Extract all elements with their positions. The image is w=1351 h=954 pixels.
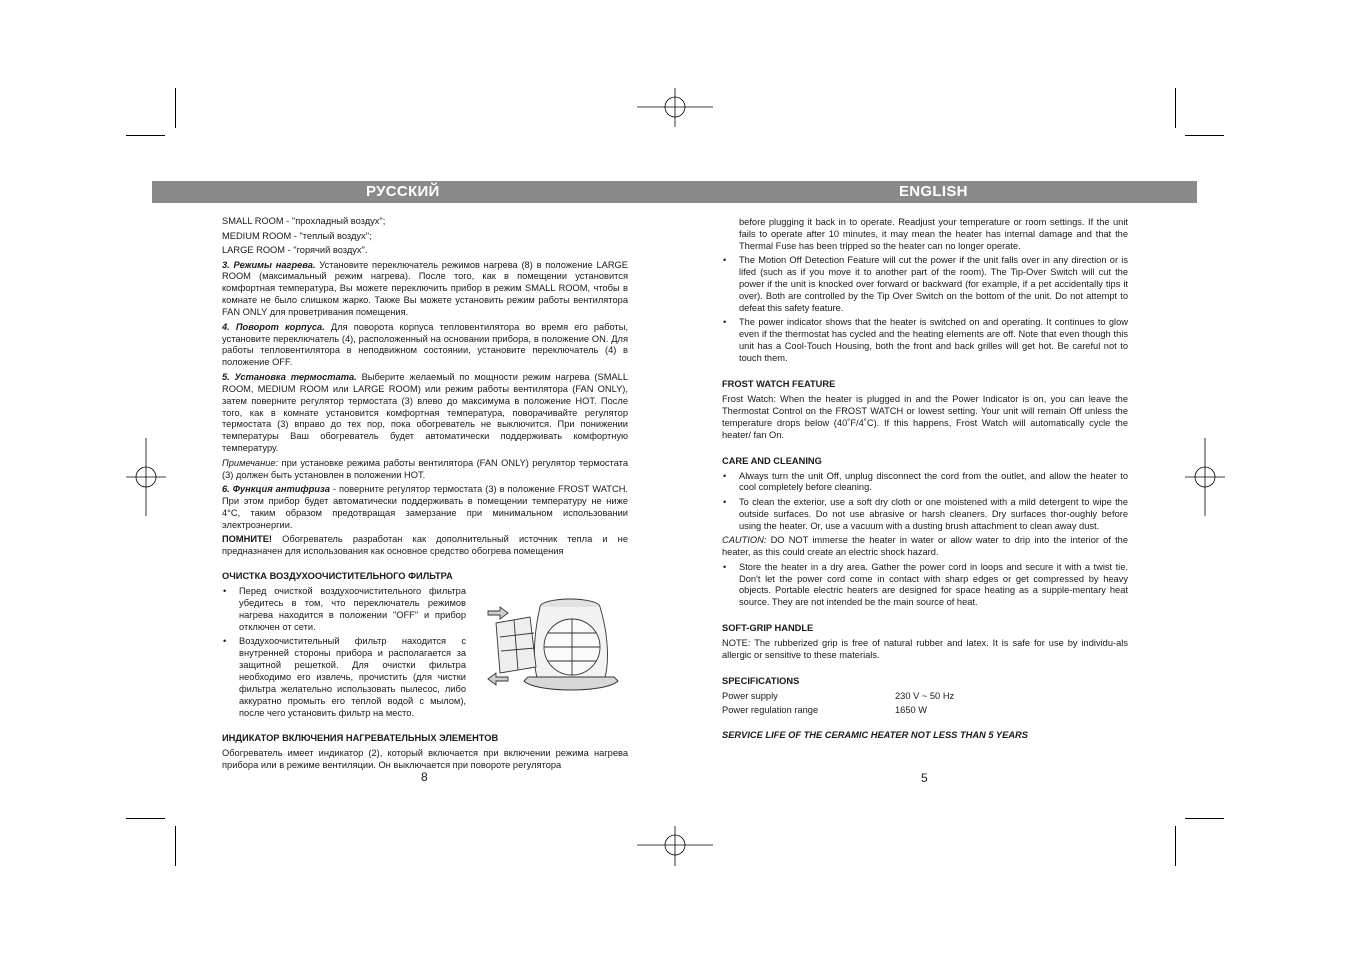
service-life-note: SERVICE LIFE OF THE CERAMIC HEATER NOT LESS THAN 5 YEARS: [722, 730, 1028, 741]
care-cleaning-title: CARE AND CLEANING: [722, 455, 822, 466]
frost-watch-paragraph: Frost Watch: When the heater is plugged in and the Power Indicator is on, you can leave the Thermostat Control on the FROST WATCH or lowest setting. Your unit will remain Off unless the temperature drops below (40˚F/4˚C). If this happens, Frost Watch will automatically cycle the heater/ fan On.: [722, 393, 1128, 440]
heating-modes-paragraph: 3. Режимы нагрева. Установите переключатель режимов нагрева (8) в положение LARGE ROOM (максимальный режим нагрева). После того, как в помещении установится комфортная температура, Вы можете переключить прибор в режим SMALL ROOM, чтобы в комнате не было слишком жарко. Также Вы можете установить режим работы вентилятора FAN ONLY для проветривания помещения.: [222, 259, 628, 318]
room-mode-medium: MEDIUM ROOM - "теплый воздух";: [222, 230, 372, 241]
heater-filter-illustration: [486, 593, 628, 703]
room-mode-large: LARGE ROOM - "горячий воздух".: [222, 245, 368, 255]
spec-row-power-range: Power regulation range 1650 W: [722, 705, 928, 716]
frost-watch-title: FROST WATCH FEATURE: [722, 379, 836, 390]
room-mode-small: SMALL ROOM - "прохладный воздух";: [222, 216, 386, 226]
rotation-paragraph: 4. Поворот корпуса. Для поворота корпуса тепловентилятора во время его работы, установите переключатель (4), расположенный на основании прибора, в положение ON. Для работы тепловентилятора в неподвижном состоянии, установите переключатель (4) в положение OFF.: [222, 321, 628, 368]
header-russian: РУССКИЙ: [366, 183, 440, 200]
filter-section-title: ОЧИСТКА ВОЗДУХООЧИСТИТЕЛЬНОГО ФИЛЬТРА: [222, 571, 453, 582]
filter-item: • Воздухоочистительный фильтр находится с внутренней стороны прибора и располагается за защитной решеткой. Для очистки фильтра необходимо его извлечь, прочистить (для чистки фильтра желательно использовать пылесос, либо аккуратно промыть его теплой водой с мылом), после чего установить фильтр на место.: [222, 636, 466, 719]
spec-row-power-supply: Power supply 230 V ~ 50 Hz: [722, 690, 955, 701]
header-english: ENGLISH: [899, 183, 968, 200]
storage-bullet: • Store the heater in a dry area. Gather the power cord in loops and secure it with a twist tie. Don't let the power cord come in contact with sharp edges or get compressed by heavy objects. Portable electric heaters are designed for space heating as a supple-mentary heat source. They are not intended be the main source of heat.: [722, 562, 1128, 610]
safety-bullet: • The Motion Off Detection Feature will cut the power if the unit falls over in any direction or is lifed (such as if you move it to another part of the room). The Tip-Over Switch will cut the power if the unit is knocked over forward or backward (for example, if a pet accidentally tips it over). Both are controlled by the Tip Over Switch on the bottom of the unit. Do not attempt to defeat this safety feature.: [722, 255, 1128, 315]
note-paragraph: Примечание: при установке режима работы вентилятора (FAN ONLY) регулятор термостата (3) должен быть установлен в положении HOT.: [222, 457, 628, 480]
specifications-title: SPECIFICATIONS: [722, 675, 800, 686]
soft-grip-title: SOFT-GRIP HANDLE: [722, 623, 814, 634]
filter-item: • Перед очисткой воздухоочистительного фильтра убедитесь в том, что переключатель режимов нагрева находится в положении "OFF" и прибор отключен от сети.: [222, 586, 466, 634]
antifreeze-paragraph: 6. Функция антифриза - поверните регулятор термостата (3) в положение FROST WATCH. При этом прибор будет автоматически поддерживать в помещении температуру не ниже 4°С, таким образом предотвращая замерзание при минимальном использовании электроэнергии.: [222, 484, 628, 530]
indicator-section-title: ИНДИКАТОР ВКЛЮЧЕНИЯ НАГРЕВАТЕЛЬНЫХ ЭЛЕМЕНТОВ: [222, 732, 499, 743]
remember-paragraph: ПОМНИТЕ! Обогреватель разработан как дополнительный источник тепла и не предназначен для использования как основное средство обогрева помещения: [222, 534, 628, 557]
soft-grip-paragraph: NOTE: The rubberized grip is free of natural rubber and latex. It is safe for use by individu-als allergic or sensitive to these materials.: [722, 638, 1128, 661]
page-number-left: 8: [421, 770, 428, 784]
language-header-bar: [152, 181, 1197, 203]
care-bullet: • To clean the exterior, use a soft dry cloth or one moistened with a mild detergent to wipe the outside surfaces. Do not use abrasive or harsh cleaners. Dry surfaces thor-oughly before using the heater. Or, use a vacuum with a dusting brush attachment to clean away dust.: [722, 497, 1128, 533]
safety-bullet: • The power indicator shows that the heater is switched on and operating. It continues to glow even if the thermostat has cycled and the heating elements are off. Note that even though this unit has a Cool-Touch Housing, both the front and back grilles will get hot. Be careful not to touch them.: [722, 317, 1128, 365]
page-number-right: 5: [921, 771, 928, 785]
caution-paragraph: CAUTION: DO NOT immerse the heater in water or allow water to drip into the interior of the heater, as this could create an electric shock hazard.: [722, 535, 1128, 558]
care-bullet: • Always turn the unit Off, unplug disconnect the cord from the outlet, and allow the heater to cool completely before cleaning.: [722, 471, 1128, 495]
tip-over-continuation: before plugging it back in to operate. Readjust your temperature or room settings. If the unit fails to operate after 10 minutes, it may mean the heater has internal damage and that the Thermal Fuse has been tripped so the heater can no longer operate.: [739, 217, 1128, 251]
indicator-paragraph: Обогреватель имеет индикатор (2), который включается при включении режима нагрева прибора или в режиме вентиляции. Он выключается при повороте регулятора: [222, 747, 628, 770]
right-column: [722, 217, 1128, 745]
thermostat-paragraph: 5. Установка термостата. Выберите желаемый по мощности режим нагрева (SMALL ROOM, MEDIUM ROOM или LARGE ROOM) или режим работы вентилятора (FAN ONLY), затем поверните регулятор термостата (3) влево до максимума в положение HOT. После того, как в комнате установится комфортная температура, поворачивайте регулятор термостата (3) вправо до тех пор, пока обогреватель не выключится. При понижении температуры Ваш обогреватель будет автоматически поддерживать комфортную температуру.: [222, 371, 628, 454]
